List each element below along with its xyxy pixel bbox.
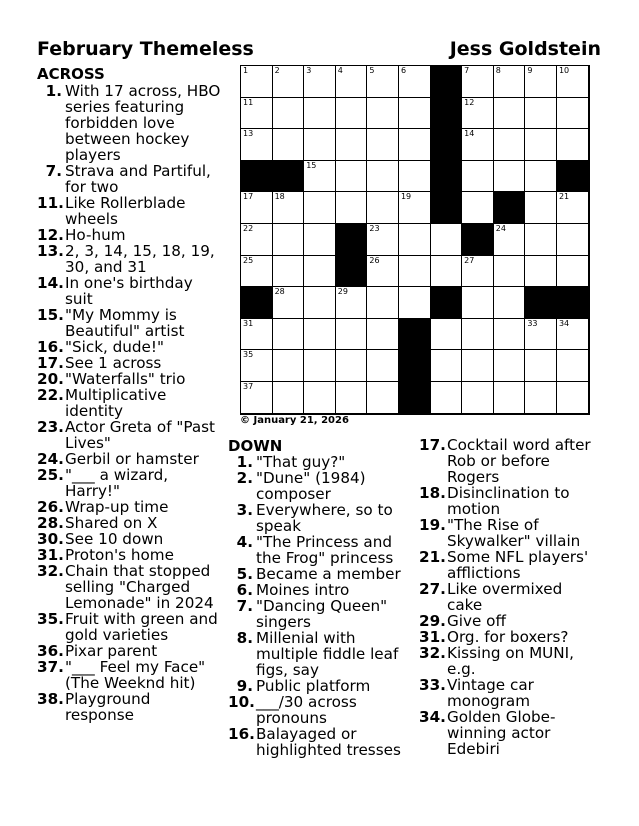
clue-number: 32. [37, 562, 64, 580]
grid-cell[interactable] [336, 319, 368, 351]
clue-text: Millenial with multiple fiddle leaf figs, say [256, 629, 399, 679]
clue-text: Pixar parent [65, 642, 158, 660]
clue-number: 19. [419, 516, 446, 534]
clue-text: Like Rollerblade wheels [65, 194, 186, 228]
grid-cell[interactable] [462, 129, 494, 161]
grid-cell[interactable] [367, 319, 399, 351]
clue-number: 29. [419, 612, 446, 630]
clue-text: "That guy?" [256, 453, 346, 471]
clue-item [37, 195, 222, 227]
grid-cell[interactable] [557, 66, 589, 98]
clue-text: Disinclination to motion [447, 484, 570, 518]
cell-number: 29 [337, 287, 348, 297]
clue-number: 27. [419, 580, 446, 598]
grid-cell[interactable] [494, 224, 526, 256]
clue-number: 32. [419, 644, 446, 662]
clue-text: Became a member [256, 565, 401, 583]
grid-cell[interactable] [525, 382, 557, 414]
clue-item [37, 499, 222, 515]
grid-cell-black [557, 287, 589, 319]
grid-cell[interactable] [273, 192, 305, 224]
clue-text: Org. for boxers? [447, 628, 569, 646]
clue-text: Fruit with green and gold varieties [65, 610, 218, 644]
grid-cell[interactable] [494, 161, 526, 193]
grid-cell[interactable] [494, 129, 526, 161]
cell-number: 26 [369, 255, 380, 265]
grid-cell[interactable] [431, 319, 463, 351]
clue-item [37, 307, 222, 339]
cell-number: 6 [400, 66, 407, 75]
grid-cell[interactable] [367, 129, 399, 161]
grid-cell[interactable] [336, 161, 368, 193]
clue-item [419, 629, 601, 645]
grid-cell[interactable] [304, 129, 336, 161]
grid-cell-black [399, 382, 431, 414]
grid-cell[interactable] [273, 350, 305, 382]
grid-cell[interactable] [241, 224, 273, 256]
clue-number: 1. [236, 453, 253, 471]
cell-number: 35 [243, 350, 254, 360]
grid-cell[interactable] [273, 287, 305, 319]
grid-cell-black [431, 192, 463, 224]
clue-item [37, 83, 222, 163]
cell-number: 5 [369, 66, 375, 75]
clue-number: 7. [45, 162, 62, 180]
grid-cell[interactable] [431, 382, 463, 414]
grid-cell[interactable] [336, 287, 368, 319]
clue-item [228, 470, 406, 502]
grid-cell[interactable] [304, 350, 336, 382]
clue-number: 10. [228, 693, 255, 711]
grid-cell[interactable] [241, 66, 273, 98]
grid-cell[interactable] [399, 287, 431, 319]
clue-item [419, 549, 601, 581]
grid-cell[interactable] [557, 382, 589, 414]
cell-number: 18 [274, 192, 285, 202]
clue-text: Cocktail word after Rob or before Rogers [447, 436, 591, 486]
grid-cell[interactable] [557, 224, 589, 256]
grid-cell[interactable] [431, 256, 463, 288]
clue-number: 28. [37, 514, 64, 532]
clue-number: 22. [37, 386, 64, 404]
cell-number: 11 [243, 97, 254, 107]
clue-number: 14. [37, 274, 64, 292]
grid-cell-black [557, 161, 589, 193]
clue-text: Like overmixed cake [447, 580, 563, 614]
clue-number: 17. [37, 354, 64, 372]
cell-number: 13 [243, 129, 254, 139]
cell-number: 37 [243, 381, 254, 391]
down-clue-list-col1 [228, 454, 406, 758]
clue-number: 33. [419, 676, 446, 694]
down-clue-list-col2 [419, 437, 601, 757]
grid-cell[interactable] [241, 319, 273, 351]
clue-number: 2. [236, 469, 253, 487]
clue-text: Balayaged or highlighted tresses [256, 725, 401, 759]
cell-number: 23 [369, 223, 380, 233]
clue-item [37, 515, 222, 531]
grid-cell[interactable] [557, 129, 589, 161]
cell-number: 9 [527, 66, 533, 75]
clue-item [37, 467, 222, 499]
clue-number: 18. [419, 484, 446, 502]
grid-cell[interactable] [273, 382, 305, 414]
grid-cell[interactable] [241, 350, 273, 382]
cell-number: 24 [495, 223, 506, 233]
grid-cell-black [399, 319, 431, 351]
cell-number: 8 [495, 66, 501, 75]
clue-text: "___ Feel my Face" (The Weeknd hit) [65, 658, 206, 692]
copyright-notice: © January 21, 2026 [240, 415, 349, 426]
clue-text: "The Rise of Skywalker" villain [447, 516, 581, 550]
clue-text: With 17 across, HBO series featuring forbidden love between hockey players [65, 82, 221, 164]
clue-number: 17. [419, 436, 446, 454]
clue-number: 9. [236, 677, 253, 695]
clue-text: Give off [447, 612, 506, 630]
clue-item [419, 437, 601, 485]
grid-cell-black [399, 350, 431, 382]
clue-number: 7. [236, 597, 253, 615]
grid-cell[interactable] [462, 66, 494, 98]
clue-text: Playground response [65, 690, 151, 724]
grid-cell[interactable] [304, 192, 336, 224]
grid-cell[interactable] [494, 382, 526, 414]
clue-item [37, 227, 222, 243]
grid-cell[interactable] [462, 256, 494, 288]
grid-cell[interactable] [367, 98, 399, 130]
grid-cell[interactable] [525, 319, 557, 351]
grid-cell[interactable] [273, 256, 305, 288]
clue-item [419, 709, 601, 757]
grid-cell[interactable] [462, 382, 494, 414]
clue-text: "Dancing Queen" singers [256, 597, 388, 631]
clue-text: Everywhere, so to speak [256, 501, 393, 535]
clue-text: 2, 3, 14, 15, 18, 19, 30, and 31 [65, 242, 215, 276]
clue-number: 31. [37, 546, 64, 564]
grid-cell[interactable] [462, 287, 494, 319]
grid-cell[interactable] [399, 192, 431, 224]
grid-cell-black [336, 224, 368, 256]
clue-item [37, 163, 222, 195]
grid-cell[interactable] [273, 98, 305, 130]
grid-cell[interactable] [367, 350, 399, 382]
clue-item [37, 547, 222, 563]
clue-number: 31. [419, 628, 446, 646]
clue-text: Public platform [256, 677, 371, 695]
cell-number: 4 [337, 66, 343, 75]
grid-cell[interactable] [273, 66, 305, 98]
grid-cell[interactable] [462, 192, 494, 224]
grid-cell[interactable] [399, 224, 431, 256]
grid-cell[interactable] [304, 224, 336, 256]
clue-text: Ho-hum [65, 226, 126, 244]
grid-cell[interactable] [494, 256, 526, 288]
grid-cell[interactable] [336, 129, 368, 161]
grid-cell[interactable] [399, 161, 431, 193]
clue-number: 25. [37, 466, 64, 484]
grid-cell[interactable] [462, 319, 494, 351]
clue-text: In one's birthday suit [65, 274, 193, 308]
clue-number: 38. [37, 690, 64, 708]
clue-number: 15. [37, 306, 64, 324]
grid-cell[interactable] [494, 319, 526, 351]
grid-cell[interactable] [304, 287, 336, 319]
across-clue-list [37, 83, 222, 723]
grid-cell[interactable] [273, 224, 305, 256]
clue-text: Multiplicative identity [65, 386, 167, 420]
clue-item [419, 677, 601, 709]
clue-item [37, 371, 222, 387]
grid-cell-black [336, 256, 368, 288]
clue-item [37, 243, 222, 275]
cell-number: 10 [558, 66, 570, 75]
clue-text: Golden Globe-winning actor Edebiri [447, 708, 556, 758]
clue-text: "My Mommy is Beautiful" artist [65, 306, 185, 340]
clue-number: 26. [37, 498, 64, 516]
grid-cell[interactable] [304, 382, 336, 414]
clue-number: 21. [419, 548, 446, 566]
grid-cell[interactable] [462, 161, 494, 193]
crossword-grid [240, 65, 590, 415]
clue-item [419, 517, 601, 549]
grid-cell[interactable] [525, 192, 557, 224]
grid-cell-black [431, 287, 463, 319]
grid-cell[interactable] [367, 224, 399, 256]
cell-number: 22 [243, 223, 254, 233]
grid-cell-black [431, 129, 463, 161]
grid-cell[interactable] [399, 256, 431, 288]
grid-cell[interactable] [367, 256, 399, 288]
cell-number: 15 [306, 160, 317, 170]
clue-item [228, 534, 406, 566]
grid-cell[interactable] [431, 224, 463, 256]
grid-cell[interactable] [273, 319, 305, 351]
clue-text: Strava and Partiful, for two [65, 162, 211, 196]
grid-cell[interactable] [367, 161, 399, 193]
grid-cell-black [241, 287, 273, 319]
clue-text: "Dune" (1984) composer [256, 469, 366, 503]
clue-item [228, 566, 406, 582]
grid-cell[interactable] [304, 256, 336, 288]
cell-number: 7 [464, 66, 470, 75]
clue-text: Actor Greta of "Past Lives" [65, 418, 216, 452]
clue-item [37, 275, 222, 307]
grid-cell[interactable] [399, 98, 431, 130]
grid-cell[interactable] [494, 350, 526, 382]
clue-text: Gerbil or hamster [65, 450, 199, 468]
grid-cell[interactable] [494, 287, 526, 319]
grid-cell-black [241, 161, 273, 193]
grid-cell[interactable] [304, 98, 336, 130]
clue-number: 34. [419, 708, 446, 726]
clue-item [37, 611, 222, 643]
grid-cell-black [462, 224, 494, 256]
clue-item [419, 613, 601, 629]
clue-number: 36. [37, 642, 64, 660]
clue-number: 8. [236, 629, 253, 647]
grid-cell[interactable] [241, 382, 273, 414]
clue-text: Some NFL players' afflictions [447, 548, 589, 582]
clue-number: 3. [236, 501, 253, 519]
grid-cell[interactable] [557, 98, 589, 130]
clue-item [37, 451, 222, 467]
grid-cell[interactable] [241, 98, 273, 130]
cell-number: 25 [243, 255, 254, 265]
clue-text: Vintage car monogram [447, 676, 534, 710]
grid-cell-black [431, 98, 463, 130]
clue-text: Chain that stopped selling "Charged Lemonade" in 2024 [65, 562, 214, 612]
clue-item [228, 598, 406, 630]
clue-item [228, 630, 406, 678]
clue-number: 35. [37, 610, 64, 628]
grid-cell[interactable] [367, 66, 399, 98]
cell-number: 33 [527, 318, 538, 328]
clue-item [37, 563, 222, 611]
cell-number: 28 [274, 287, 285, 297]
grid-cell[interactable] [336, 192, 368, 224]
grid-cell[interactable] [399, 129, 431, 161]
clue-number: 37. [37, 658, 64, 676]
grid-cell[interactable] [462, 350, 494, 382]
clue-text: "___ a wizard, Harry!" [65, 466, 169, 500]
clue-item [228, 694, 406, 726]
grid-cell[interactable] [241, 192, 273, 224]
clue-number: 23. [37, 418, 64, 436]
clue-number: 13. [37, 242, 64, 260]
grid-cell[interactable] [462, 98, 494, 130]
grid-cell[interactable] [525, 256, 557, 288]
clue-item [228, 726, 406, 758]
grid-cell[interactable] [399, 66, 431, 98]
cell-number: 34 [558, 318, 570, 328]
grid-cell[interactable] [336, 66, 368, 98]
clue-text: "Sick, dude!" [65, 338, 164, 356]
clue-item [37, 691, 222, 723]
clue-text: Shared on X [65, 514, 158, 532]
cell-number: 27 [464, 255, 475, 265]
grid-cell-black [494, 192, 526, 224]
clue-number: 20. [37, 370, 64, 388]
grid-cell[interactable] [525, 129, 557, 161]
clue-number: 16. [228, 725, 255, 743]
grid-cell[interactable] [557, 192, 589, 224]
grid-cell[interactable] [367, 192, 399, 224]
clue-number: 12. [37, 226, 64, 244]
clue-number: 1. [45, 82, 62, 100]
clue-item [37, 643, 222, 659]
grid-cell[interactable] [273, 129, 305, 161]
grid-cell[interactable] [525, 98, 557, 130]
clue-text: Moines intro [256, 581, 350, 599]
cell-number: 1 [243, 66, 249, 75]
grid-cell-black [273, 161, 305, 193]
clue-item [37, 659, 222, 691]
clue-item [419, 485, 601, 517]
grid-cell[interactable] [525, 66, 557, 98]
clue-text: "The Princess and the Frog" princess [256, 533, 394, 567]
clue-text: Kissing on MUNI, e.g. [447, 644, 574, 678]
clue-text: Wrap-up time [65, 498, 169, 516]
cell-number: 17 [243, 192, 254, 202]
clue-number: 11. [37, 194, 64, 212]
clue-item [37, 419, 222, 451]
puzzle-author: Jess Goldstein [449, 38, 601, 60]
cell-number: 12 [464, 97, 475, 107]
grid-cell-black [431, 161, 463, 193]
grid-cell[interactable] [494, 98, 526, 130]
grid-cell[interactable] [304, 161, 336, 193]
clue-text: See 1 across [65, 354, 162, 372]
clue-item [37, 355, 222, 371]
grid-cell[interactable] [336, 350, 368, 382]
cell-number: 14 [464, 129, 475, 139]
grid-cell[interactable] [557, 350, 589, 382]
clue-number: 6. [236, 581, 253, 599]
grid-cell[interactable] [336, 382, 368, 414]
grid-cell[interactable] [241, 256, 273, 288]
clue-item [37, 387, 222, 419]
grid-cell[interactable] [494, 66, 526, 98]
grid-cell[interactable] [367, 287, 399, 319]
grid-cell[interactable] [525, 161, 557, 193]
grid-cell[interactable] [367, 382, 399, 414]
grid-cell[interactable] [557, 319, 589, 351]
cell-number: 2 [274, 66, 280, 75]
grid-cell[interactable] [431, 350, 463, 382]
clue-number: 16. [37, 338, 64, 356]
grid-cell[interactable] [336, 98, 368, 130]
grid-cell[interactable] [304, 66, 336, 98]
clue-item [419, 645, 601, 677]
cell-number: 3 [306, 66, 312, 75]
grid-cell[interactable] [557, 256, 589, 288]
cell-number: 19 [400, 192, 412, 202]
cell-number: 21 [558, 192, 570, 202]
clue-text: ___/30 across pronouns [256, 693, 357, 727]
clue-item [228, 678, 406, 694]
grid-cell[interactable] [304, 319, 336, 351]
clue-text: See 10 down [65, 530, 164, 548]
clue-number: 5. [236, 565, 253, 583]
clue-number: 30. [37, 530, 64, 548]
clue-item [37, 531, 222, 547]
clue-text: Proton's home [65, 546, 174, 564]
grid-cell[interactable] [525, 224, 557, 256]
clue-item [419, 581, 601, 613]
across-heading: ACROSS [37, 65, 105, 83]
clue-item [228, 454, 406, 470]
grid-cell-black [431, 66, 463, 98]
grid-cell-black [525, 287, 557, 319]
clue-number: 24. [37, 450, 64, 468]
clue-item [37, 339, 222, 355]
puzzle-title: February Themeless [37, 38, 254, 60]
down-heading: DOWN [228, 437, 283, 455]
grid-cell[interactable] [241, 129, 273, 161]
grid-cell[interactable] [525, 350, 557, 382]
clue-item [228, 502, 406, 534]
clue-item [228, 582, 406, 598]
cell-number: 31 [243, 318, 254, 328]
clue-number: 4. [236, 533, 253, 551]
clue-text: "Waterfalls" trio [65, 370, 186, 388]
